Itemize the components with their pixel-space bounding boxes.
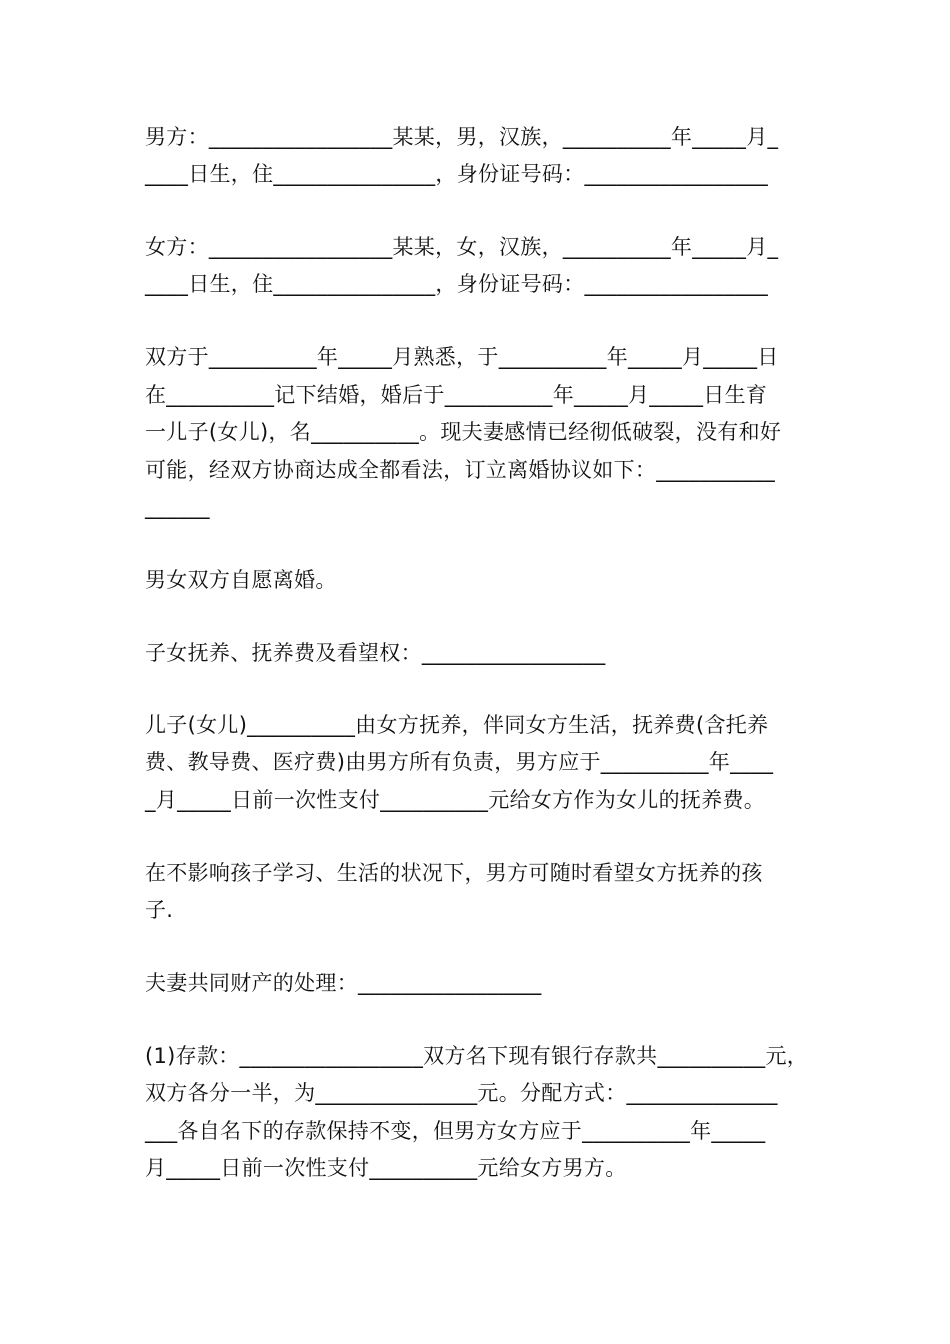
text-line-7: 一儿子(女儿)，名__________。现夫妻感情已经彻低破裂，没有和好 <box>145 420 782 444</box>
text-line-16: 子. <box>145 898 174 922</box>
text-line-19: 双方各分一半，为_______________元。分配方式：______________ <box>145 1081 778 1105</box>
text-line-21: 月_____日前一次性支付__________元给女方男方。 <box>145 1156 627 1180</box>
text-line-10: 男女双方自愿离婚。 <box>145 568 337 592</box>
text-line-11: 子女抚养、抚养费及看望权：_________________ <box>145 641 606 665</box>
text-line-3: 女方：_________________某某，女，汉族，__________年_____月_ <box>145 235 779 259</box>
text-line-13: 费、教导费、医疗费)由男方所有负责，男方应于__________年____ <box>145 750 774 774</box>
text-line-20: ___各自名下的存款保持不变，但男方女方应于__________年_____ <box>145 1119 766 1143</box>
text-line-15: 在不影响孩子学习、生活的状况下，男方可随时看望女方抚养的孩 <box>145 861 763 885</box>
text-line-5: 双方于__________年_____月熟悉，于__________年_____月_____日 <box>145 345 779 369</box>
text-line-12: 儿子(女儿)__________由女方抚养，伴同女方生活，抚养费(含托养 <box>145 713 769 737</box>
text-line-9: ______ <box>145 495 210 519</box>
text-line-14: _月_____日前一次性支付__________元给女方作为女儿的抚养费。 <box>145 788 766 812</box>
text-line-8: 可能，经双方协商达成全都看法，订立离婚协议如下：___________ <box>145 458 775 482</box>
text-line-6: 在__________记下结婚，婚后于__________年_____月_____日生育 <box>145 383 768 407</box>
text-line-4: ____日生，住_______________，身份证号码：_________________ <box>145 272 769 296</box>
text-line-1: 男方：_________________某某，男，汉族，__________年_____月_ <box>145 125 779 149</box>
text-line-2: ____日生，住_______________，身份证号码：_________________ <box>145 162 769 186</box>
text-line-18: (1)存款：_________________双方名下现有银行存款共__________元， <box>145 1044 809 1068</box>
text-line-17: 夫妻共同财产的处理：_________________ <box>145 971 542 995</box>
